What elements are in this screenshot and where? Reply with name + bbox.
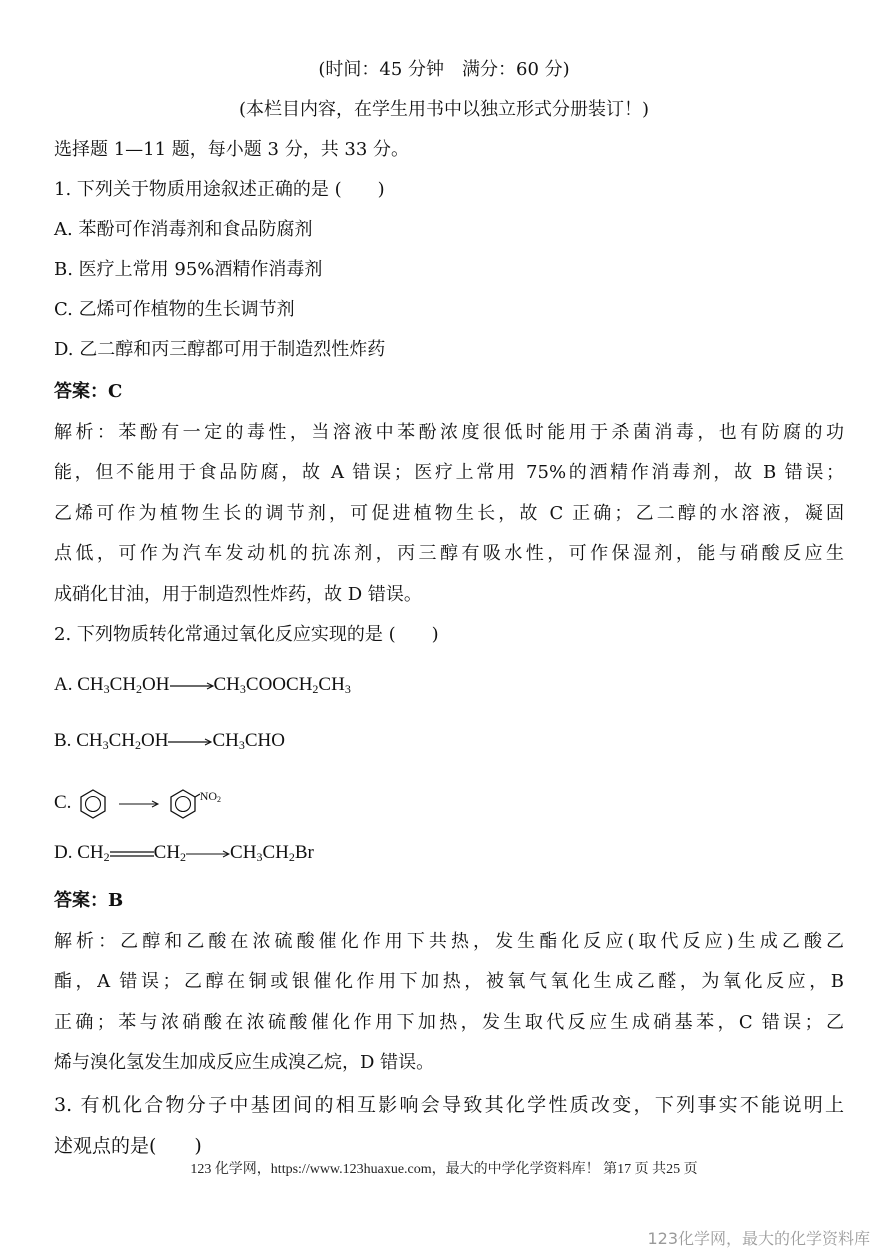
formula-part: CH [76,730,103,751]
nitro-group-label [200,789,221,803]
time-score-line: (时间：45 分钟 满分：60 分) [318,59,570,80]
q3-stem-line: 3. 有机化合物分子中基团间的相互影响会导致其化学性质改变，下列事实不能说明上 [54,1094,844,1116]
q2-answer: 答案：B [54,890,124,911]
formula-part: OH [142,674,170,695]
nitrobenzene-ring-icon [166,787,200,821]
formula-part: COOCH [245,674,313,695]
q2-analysis-line: 正确；苯与浓硝酸在浓硫酸催化作用下加热，发生取代反应生成硝基苯，C 错误；乙 [54,1012,844,1033]
formula-part: Br [294,842,314,863]
q1-analysis-line: 乙烯可作为植物生长的调节剂，可促进植物生长，故 C 正确；乙二醇的水溶液，凝固 [54,503,844,524]
reaction-arrow-icon [170,681,214,691]
q2-analysis-line: 烯与溴化氢发生加成反应生成溴乙烷，D 错误。 [54,1052,435,1073]
formula-part: CH [109,674,137,695]
formula-part: CH [230,842,257,863]
formula-sub: 2 [180,850,187,864]
formula-part: CH [212,730,239,751]
formula-sub: 2 [103,850,110,864]
option-label: A. [54,674,78,695]
q1-option-a: A. 苯酚可作消毒剂和食品防腐剂 [54,219,313,240]
reaction-arrow-icon [168,737,212,747]
formula-part: OH [141,730,169,751]
reaction-arrow-icon [186,849,230,859]
q2-stem: 2. 下列物质转化常通过氧化反应实现的是 ( ) [54,624,439,645]
q1-analysis-line: 能，但不能用于食品防腐，故 A 错误；医疗上常用 75%的酒精作消毒剂，故 B 错误； [54,462,844,483]
formula-part: CH [77,674,104,695]
formula-part: CH [153,842,181,863]
formula-sub: 2 [312,682,319,696]
reaction-arrow-icon [115,799,161,809]
formula-sub: 3 [256,850,263,864]
q2-option-b [54,729,844,753]
q1-analysis-line: 解析：苯酚有一定的毒性，当溶液中苯酚浓度很低时能用于杀菌消毒，也有防腐的功 [54,422,844,443]
section-intro: 选择题 1—11 题，每小题 3 分，共 33 分。 [54,139,410,160]
q1-option-c: C. 乙烯可作植物的生长调节剂 [54,299,295,320]
nitro-sub: 2 [217,795,222,804]
q1-answer: 答案：C [54,381,123,402]
formula-sub: 3 [238,738,245,752]
q2-analysis-line: 酯，A 错误；乙醇在铜或银催化作用下加热，被氧气氧化生成乙醛，为氧化反应，B [54,971,844,992]
option-label: D. [54,842,78,863]
q2-analysis-line: 解析：乙醇和乙酸在浓硫酸催化作用下共热，发生酯化反应(取代反应)生成乙酸乙 [54,931,844,952]
double-bond-icon [110,849,154,859]
formula-part: CH [108,730,135,751]
benzene-ring-icon [76,787,110,821]
formula-part: CHO [244,730,285,751]
option-label: B. [54,730,77,751]
formula-part: CH [262,842,289,863]
formula-sub: 3 [239,682,246,696]
formula-sub: 3 [102,738,109,752]
page-footer: 123 化学网，https://www.123huaxue.com，最大的中学化学资料库！ 第17 页 共25 页 [190,1162,698,1177]
q2-option-d [54,841,844,865]
formula-sub: 3 [344,682,351,696]
q1-option-d: D. 乙二醇和丙三醇都可用于制造烈性炸药 [54,339,386,360]
option-label: C. [54,792,77,813]
q1-analysis-line: 成硝化甘油，用于制造烈性炸药，故 D 错误。 [54,584,422,605]
q2-option-a [54,673,844,697]
formula-sub: 2 [136,682,143,696]
formula-sub: 3 [103,682,110,696]
formula-part: CH [318,674,345,695]
nitro-text: NO [199,789,218,803]
q2-option-c [54,784,844,821]
formula-part: CH [77,842,104,863]
q3-stem-line: 述观点的是( ) [54,1135,202,1157]
formula-part: CH [213,674,240,695]
formula-sub: 2 [288,850,295,864]
q1-analysis-line: 点低，可作为汽车发动机的抗冻剂，丙三醇有吸水性，可作保湿剂，能与硝酸反应生 [54,543,844,564]
q1-stem: 1. 下列关于物质用途叙述正确的是 ( ) [54,179,385,200]
q1-option-b: B. 医疗上常用 95%酒精作消毒剂 [54,259,323,280]
binding-note-line: (本栏目内容，在学生用书中以独立形式分册装订！) [238,99,650,120]
watermark: 123化学网，最大的化学资料库 [647,1229,870,1248]
formula-sub: 2 [135,738,141,752]
